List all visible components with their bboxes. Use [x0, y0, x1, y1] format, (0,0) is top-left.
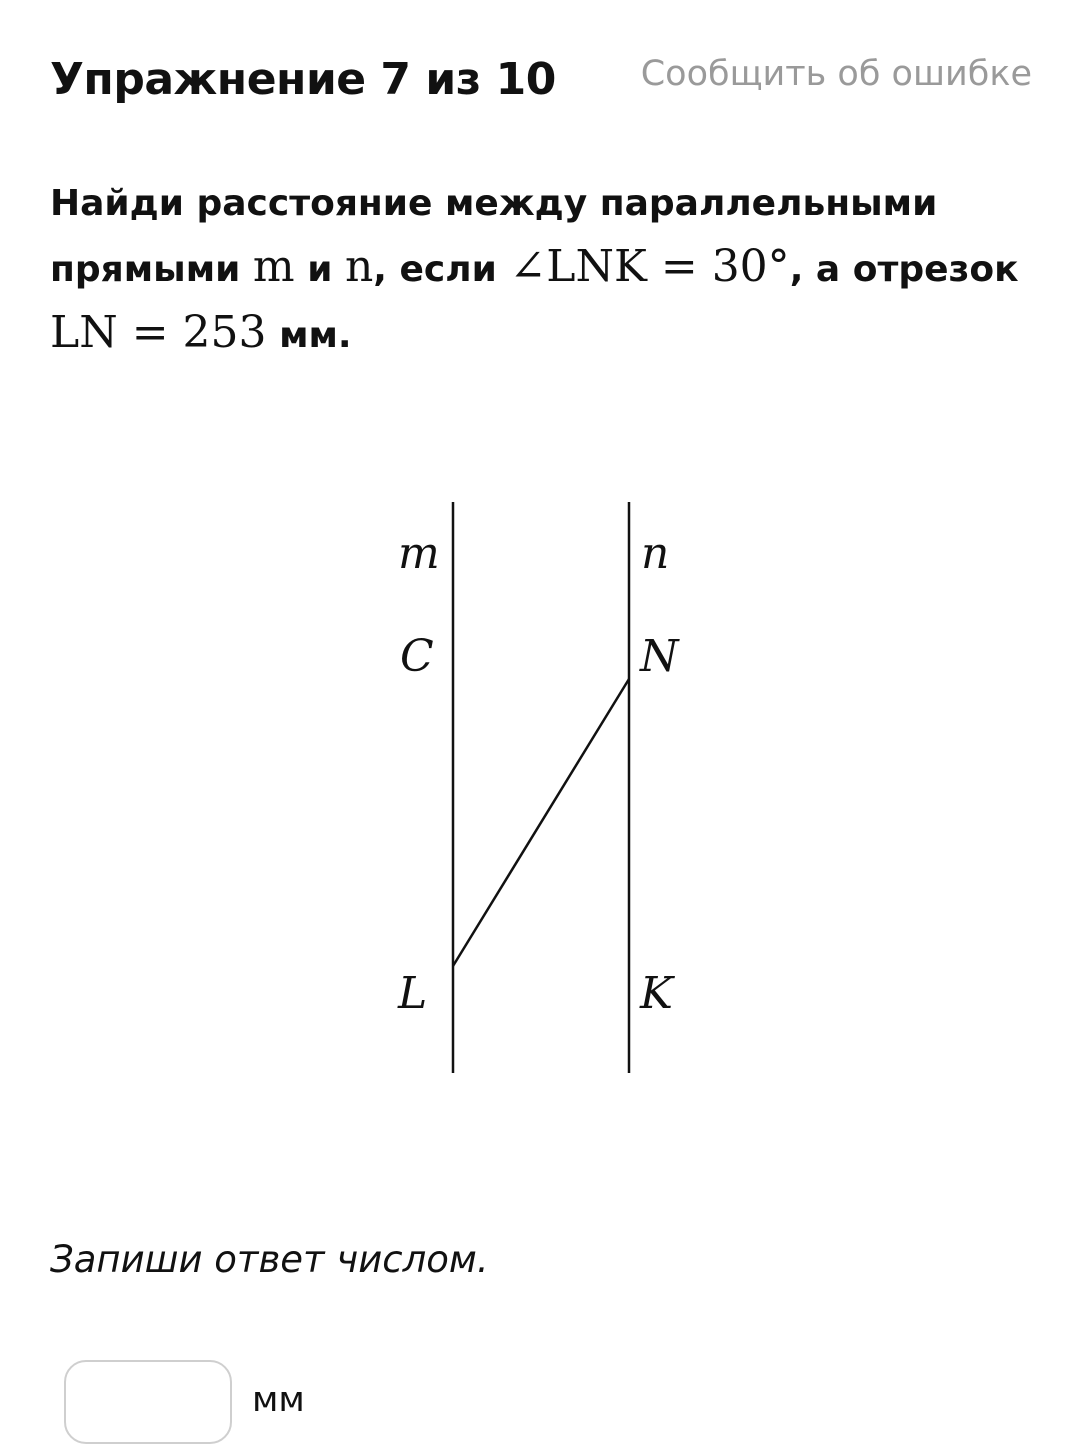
label-c: C — [400, 631, 434, 682]
segment-expression: LN = 253 — [50, 307, 267, 358]
label-point-n: N — [640, 631, 679, 682]
question-segment-intro: , а отрезок — [789, 249, 1019, 290]
label-m: m — [398, 528, 440, 579]
segment-ln — [453, 679, 629, 966]
question-if: , если — [373, 249, 510, 290]
line-n-symbol: n — [344, 241, 374, 292]
exercise-header — [50, 48, 1032, 118]
exercise-title: Упражнение 7 из 10 — [50, 54, 556, 105]
question-and: и — [294, 249, 345, 290]
question-text — [50, 172, 1040, 367]
label-n: n — [641, 528, 670, 579]
instruction-text: Запиши ответ числом. — [50, 1238, 489, 1281]
answer-input[interactable] — [64, 1360, 232, 1444]
label-l: L — [398, 968, 428, 1019]
report-error-link[interactable]: Сообщить об ошибке — [640, 54, 1032, 94]
label-k: K — [640, 968, 673, 1019]
answer-unit: мм — [252, 1380, 305, 1420]
question-unit: мм. — [266, 315, 352, 356]
angle-expression: ∠LNK = 30° — [509, 241, 790, 292]
question-part-1: Найди расстояние между параллельными прямыми — [50, 183, 938, 290]
line-m-symbol: m — [252, 241, 295, 292]
